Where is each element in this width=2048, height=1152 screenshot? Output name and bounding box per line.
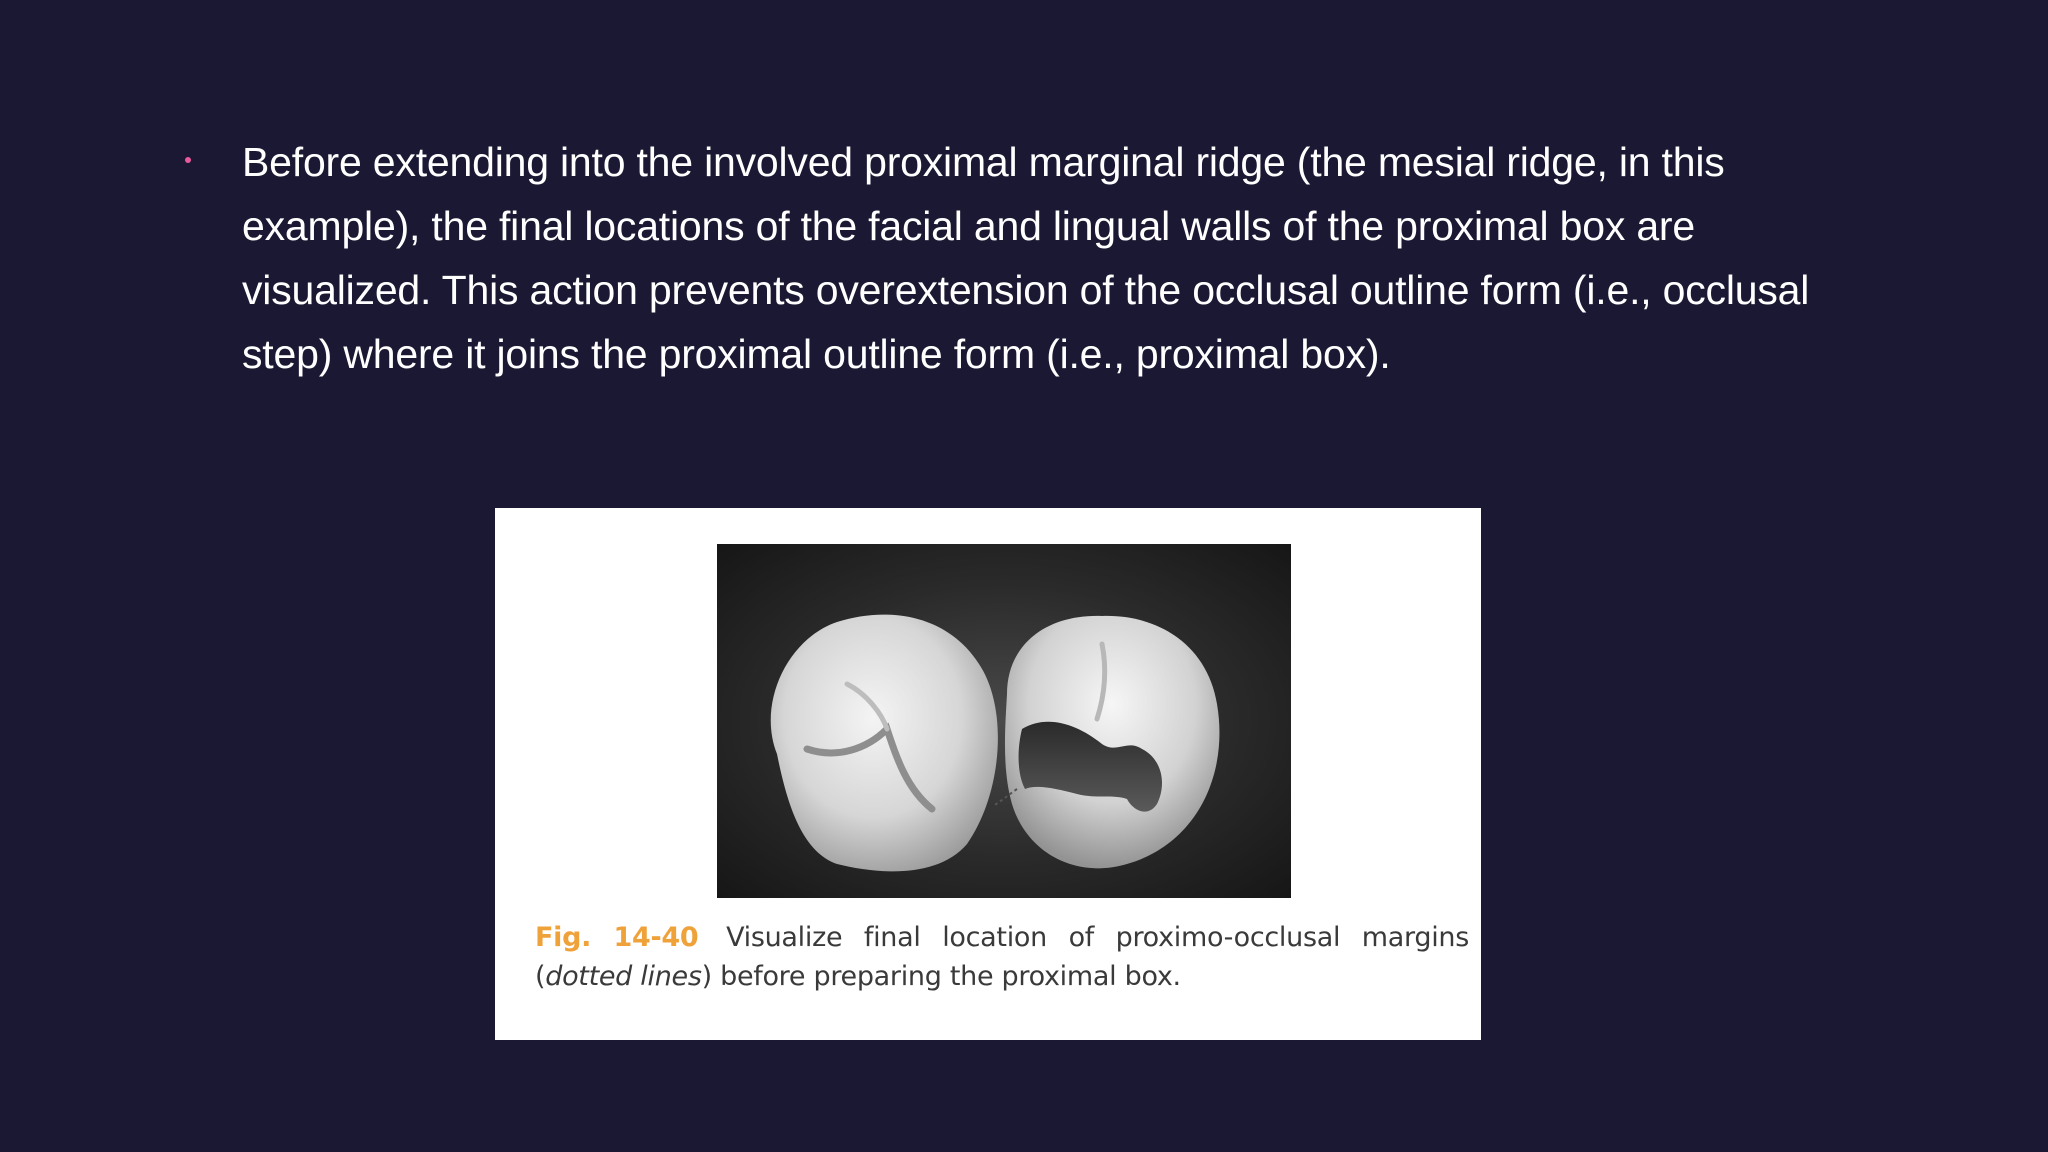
teeth-illustration — [717, 544, 1291, 898]
bullet-item — [180, 130, 1820, 386]
bullet-dot-icon — [185, 157, 191, 163]
caption-italic-text: dotted lines — [545, 961, 702, 992]
figure-label: Fig. 14-40 — [535, 922, 699, 953]
caption-text-2: ) before preparing the proximal box. — [701, 961, 1181, 992]
bullet-text: Before extending into the involved proximal marginal ridge (the mesial ridge, in this example), the final locations of the facial and lingual walls of the proximal box are visualized. This action prevents overextension of the occlusal outline form (i.e., occlusal step) where it joins the proximal outline form (i.e., proximal box). — [242, 139, 1810, 377]
caption-text-1: Visualize final location of proximo-occlusal margins ( — [535, 922, 1469, 992]
teeth-photo — [717, 544, 1291, 898]
figure-card — [495, 508, 1481, 1040]
left-tooth-shape — [771, 615, 998, 872]
figure-caption — [535, 918, 1469, 996]
